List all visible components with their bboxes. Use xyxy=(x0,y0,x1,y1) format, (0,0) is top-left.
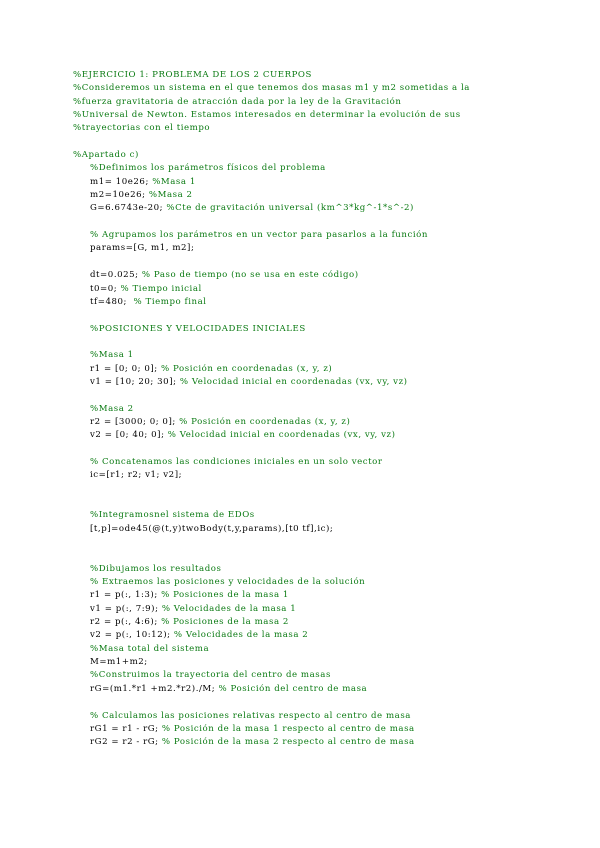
code-line xyxy=(73,509,593,522)
code-text: t0=0; xyxy=(90,283,121,294)
code-text: dt=0.025; xyxy=(90,270,142,281)
code-line xyxy=(73,82,593,95)
comment-text: % Posiciones de la masa 1 xyxy=(161,590,289,601)
code-line xyxy=(73,563,593,576)
comment-text: %Masa 1 xyxy=(152,176,196,187)
code-line xyxy=(73,723,593,736)
code-line xyxy=(73,429,593,442)
code-text: r1 = [0; 0; 0]; xyxy=(90,363,162,374)
comment-text: %Masa total del sistema xyxy=(90,643,210,654)
code-line xyxy=(73,149,593,162)
blank-line xyxy=(73,389,593,402)
comment-text: % Velocidades de la masa 2 xyxy=(173,630,309,641)
comment-text: %Masa 1 xyxy=(90,350,134,361)
comment-text: %POSICIONES Y VELOCIDADES INICIALES xyxy=(90,323,306,334)
code-text: G=6.6743e-20; xyxy=(90,203,167,214)
comment-text: %Integramosnel sistema de EDOs xyxy=(90,510,255,521)
comment-text: %fuerza gravitatoria de atracción dada por la ley de la Gravitación xyxy=(73,96,402,107)
comment-text: % Concatenamos las condiciones iniciales en un solo vector xyxy=(90,456,383,467)
code-line xyxy=(73,349,593,362)
code-text: r2 = p(:, 4:6); xyxy=(90,617,162,628)
comment-text: % Extraemos las posiciones y velocidades de la solución xyxy=(90,577,366,588)
code-line xyxy=(73,176,593,189)
comment-text: % Posición del centro de masa xyxy=(218,683,368,694)
code-text: [t,p]=ode45(@(t,y)twoBody(t,y,params),[t0 tf],ic); xyxy=(90,523,334,534)
code-line xyxy=(73,589,593,602)
code-text: M=m1+m2; xyxy=(90,657,148,668)
code-line xyxy=(73,283,593,296)
code-line xyxy=(73,229,593,242)
code-text: v1 = [10; 20; 30]; xyxy=(90,376,180,387)
code-text: params=[G, m1, m2]; xyxy=(90,243,195,254)
blank-line xyxy=(73,496,593,509)
code-text: r1 = p(:, 1:3); xyxy=(90,590,162,601)
comment-text: %Dibujamos los resultados xyxy=(90,563,222,574)
comment-text: %EJERCICIO 1: PROBLEMA DE LOS 2 CUERPOS xyxy=(73,70,312,80)
comment-text: % Posición en coordenadas (x, y, z) xyxy=(161,363,333,374)
code-text: m1= 10e26; xyxy=(90,176,153,187)
comment-text: %Definimos los parámetros físicos del problema xyxy=(90,163,326,174)
code-line xyxy=(73,656,593,669)
blank-line xyxy=(73,309,593,322)
comment-text: %trayectorias con el tiempo xyxy=(73,123,211,134)
blank-line xyxy=(73,443,593,456)
code-text: rG2 = r2 - rG; xyxy=(90,737,162,748)
blank-line xyxy=(73,483,593,496)
code-line xyxy=(73,403,593,416)
code-line xyxy=(73,523,593,536)
code-line xyxy=(73,69,593,82)
code-text: v2 = p(:, 10:12); xyxy=(90,630,174,641)
code-line xyxy=(73,456,593,469)
code-line xyxy=(73,96,593,109)
code-line xyxy=(73,576,593,589)
comment-text: % Agrupamos los parámetros en un vector para pasarlos a la función xyxy=(90,230,428,241)
code-text: rG1 = r1 - rG; xyxy=(90,723,162,734)
code-line xyxy=(73,736,593,749)
code-line xyxy=(73,363,593,376)
comment-text: %Masa 2 xyxy=(90,403,134,414)
comment-text: % Velocidad inicial en coordenadas (vx, vy, vz) xyxy=(167,430,396,441)
comment-text: % Posición de la masa 1 respecto al centro de masa xyxy=(161,723,415,734)
code-line xyxy=(73,629,593,642)
code-text: tf=480; xyxy=(90,296,134,307)
comment-text: %Cte de gravitación universal (km^3*kg^-1*s^-2) xyxy=(166,203,414,214)
comment-text: % Posición de la masa 2 respecto al centro de masa xyxy=(161,737,415,748)
blank-line xyxy=(73,256,593,269)
comment-text: %Universal de Newton. Estamos interesados en determinar la evolución de sus xyxy=(73,110,461,121)
code-line xyxy=(73,376,593,389)
comment-text: % Paso de tiempo (no se usa en este código) xyxy=(141,270,359,281)
blank-line xyxy=(73,549,593,562)
code-line xyxy=(73,669,593,682)
comment-text: % Tiempo inicial xyxy=(120,283,202,294)
comment-text: %Apartado c) xyxy=(73,150,139,161)
code-line xyxy=(73,416,593,429)
code-line xyxy=(73,162,593,175)
code-line xyxy=(73,469,593,482)
code-line xyxy=(73,189,593,202)
code-text: v1 = p(:, 7:9); xyxy=(90,603,162,614)
comment-text: %Consideremos un sistema en el que tenemos dos masas m1 y m2 sometidas a la xyxy=(73,83,470,94)
blank-line xyxy=(73,216,593,229)
code-line xyxy=(73,323,593,336)
comment-text: %Construimos la trayectoria del centro de masas xyxy=(90,670,331,681)
code-line xyxy=(73,122,593,135)
comment-text: % Tiempo final xyxy=(133,296,207,307)
code-line xyxy=(73,616,593,629)
code-text: v2 = [0; 40; 0]; xyxy=(90,430,168,441)
comment-text: % Posición en coordenadas (x, y, z) xyxy=(179,416,351,427)
comment-text: % Velocidades de la masa 1 xyxy=(161,603,297,614)
code-listing xyxy=(73,69,593,750)
code-text: ic=[r1; r2; v1; v2]; xyxy=(90,470,183,481)
code-line xyxy=(73,269,593,282)
comment-text: %Masa 2 xyxy=(148,190,193,201)
code-text: m2=10e26; xyxy=(90,190,149,201)
code-line xyxy=(73,109,593,122)
blank-line xyxy=(73,696,593,709)
code-line xyxy=(73,603,593,616)
comment-text: % Velocidad inicial en coordenadas (vx, vy, vz) xyxy=(179,376,408,387)
code-line xyxy=(73,710,593,723)
blank-line xyxy=(73,136,593,149)
code-line xyxy=(73,643,593,656)
code-line xyxy=(73,242,593,255)
blank-line xyxy=(73,536,593,549)
code-line xyxy=(73,683,593,696)
blank-line xyxy=(73,336,593,349)
code-text: r2 = [3000; 0; 0]; xyxy=(90,416,180,427)
code-text: rG=(m1.*r1 +m2.*r2)./M; xyxy=(90,683,219,694)
comment-text: % Calculamos las posiciones relativas respecto al centro de masa xyxy=(90,710,411,721)
code-line xyxy=(73,202,593,215)
comment-text: % Posiciones de la masa 2 xyxy=(161,617,289,628)
code-line xyxy=(73,296,593,309)
